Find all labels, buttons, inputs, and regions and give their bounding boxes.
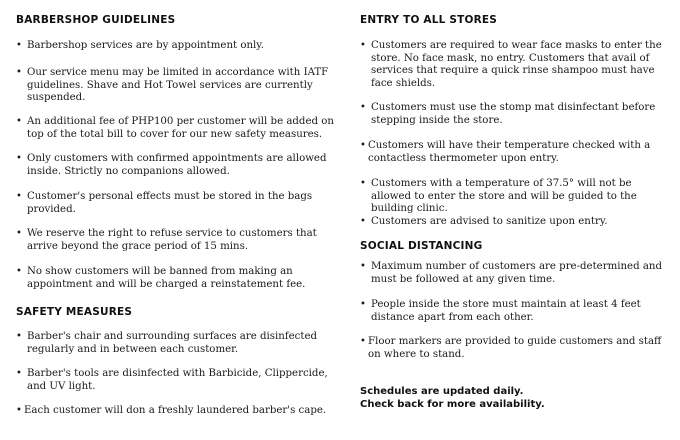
list-item: • Each customer will don a freshly laundered barber's cape. bbox=[16, 405, 327, 416]
bullet-icon: • bbox=[360, 261, 366, 272]
schedule-note-line-2: Check back for more availability. bbox=[360, 399, 545, 410]
bullet-icon: • bbox=[16, 368, 22, 379]
list-item: • Barbershop services are by appointment only. bbox=[16, 40, 264, 51]
list-item: • Customers are required to wear face masks to enter the store. No face mask, no entry. Customers that avail of services that require a quick rinse shampoo must have face shields. bbox=[360, 40, 662, 89]
social-distancing-heading: SOCIAL DISTANCING bbox=[360, 240, 483, 252]
bullet-icon: • bbox=[16, 331, 22, 342]
safety-measures-heading: SAFETY MEASURES bbox=[16, 306, 133, 318]
bullet-icon: • bbox=[16, 191, 22, 202]
bullet-icon: • bbox=[16, 67, 22, 78]
list-item: • Floor markers are provided to guide customers and staff on where to stand. bbox=[360, 336, 662, 360]
list-item: • Our service menu may be limited in accordance with IATF guidelines. Shave and Hot Towel services are currently suspended. bbox=[16, 67, 329, 104]
bullet-icon: • bbox=[360, 216, 366, 227]
list-item: • Only customers with confirmed appointments are allowed inside. Strictly no companions allowed. bbox=[16, 153, 327, 177]
bullet-icon: • bbox=[16, 405, 22, 416]
list-item: • Customers with a temperature of 37.5° will not be allowed to enter the store and will be guided to the building clinic. bbox=[360, 178, 637, 215]
barbershop-guidelines-heading: BARBERSHOP GUIDELINES bbox=[16, 14, 176, 26]
list-item: • Barber's tools are disinfected with Barbicide, Clippercide, and UV light. bbox=[16, 368, 328, 392]
list-item: • Customers are advised to sanitize upon entry. bbox=[360, 216, 608, 227]
bullet-icon: • bbox=[360, 299, 366, 310]
schedule-note bbox=[360, 385, 545, 411]
schedule-note-line-1: Schedules are updated daily. bbox=[360, 386, 524, 397]
list-item: • We reserve the right to refuse service to customers that arrive beyond the grace period of 15 mins. bbox=[16, 228, 317, 252]
list-item: • Customers will have their temperature checked with a contactless thermometer upon entry. bbox=[360, 140, 651, 164]
list-item: • People inside the store must maintain at least 4 feet distance apart from each other. bbox=[360, 299, 641, 323]
list-item: • Customer's personal effects must be stored in the bags provided. bbox=[16, 191, 313, 215]
bullet-icon: • bbox=[360, 102, 366, 113]
bullet-icon: • bbox=[16, 228, 22, 239]
list-item: • An additional fee of PHP100 per customer will be added on top of the total bill to cover for our new safety measures. bbox=[16, 116, 334, 140]
bullet-icon: • bbox=[360, 178, 366, 189]
bullet-icon: • bbox=[16, 40, 22, 51]
bullet-icon: • bbox=[16, 116, 22, 127]
list-item: • No show customers will be banned from making an appointment and will be charged a reinstatement fee. bbox=[16, 266, 306, 290]
list-item: • Barber's chair and surrounding surfaces are disinfected regularly and in between each customer. bbox=[16, 331, 317, 355]
list-item: • Customers must use the stomp mat disinfectant before stepping inside the store. bbox=[360, 102, 656, 126]
bullet-icon: • bbox=[16, 153, 22, 164]
bullet-icon: • bbox=[360, 40, 366, 51]
entry-to-all-stores-heading: ENTRY TO ALL STORES bbox=[360, 14, 498, 26]
bullet-icon: • bbox=[360, 336, 366, 347]
bullet-icon: • bbox=[16, 266, 22, 277]
list-item: • Maximum number of customers are pre-determined and must be followed at any given time. bbox=[360, 261, 663, 285]
bullet-icon: • bbox=[360, 140, 366, 151]
